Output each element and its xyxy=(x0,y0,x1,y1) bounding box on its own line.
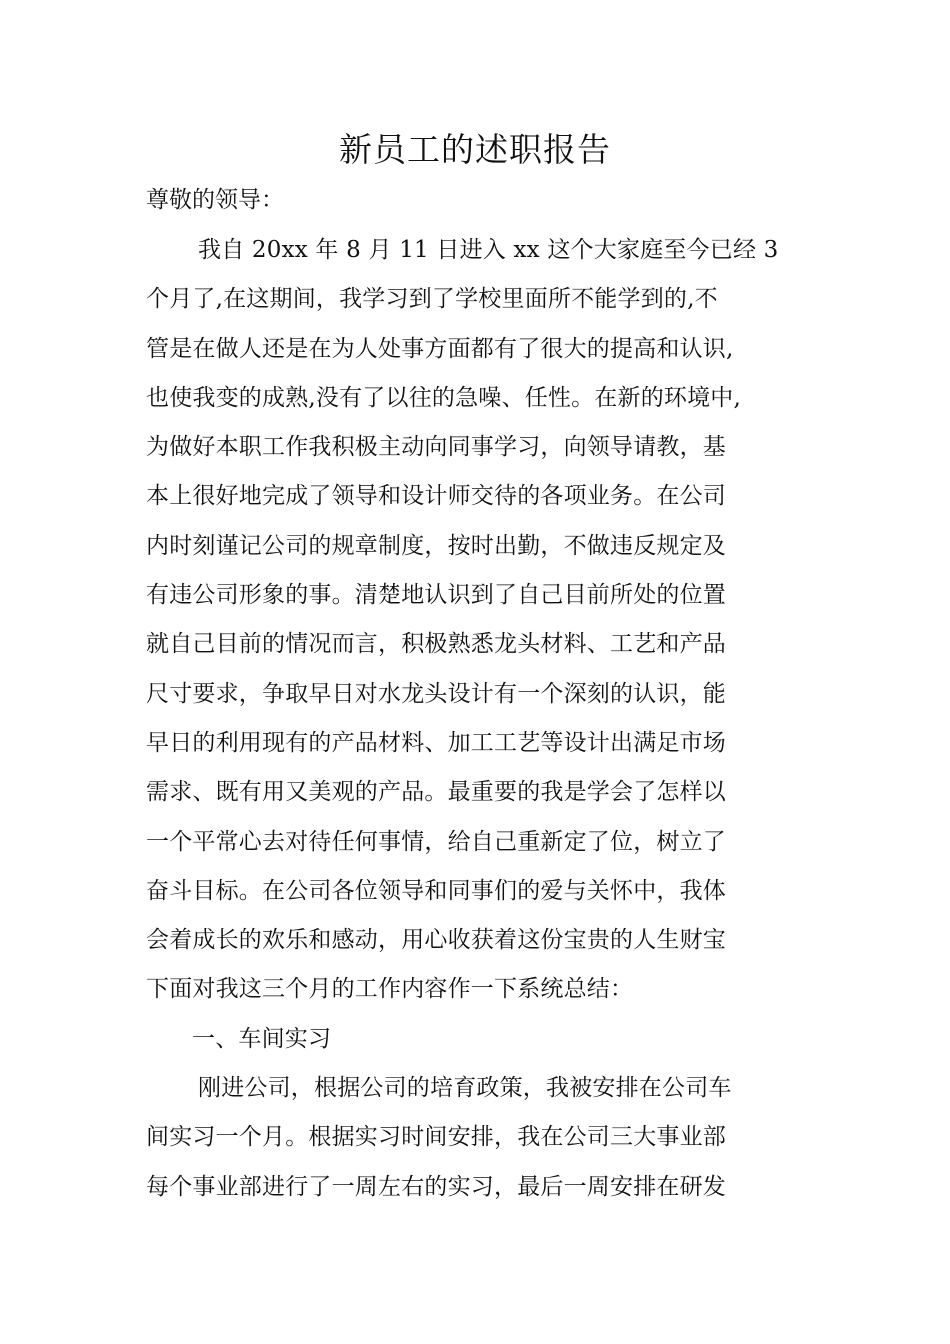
body-line: 早日的利用现有的产品材料、加工工艺等设计出满足市场 xyxy=(146,729,726,756)
body-line: 内时刻谨记公司的规章制度，按时出勤，不做违反规定及 xyxy=(146,532,726,559)
body-line: 就自己目前的情况而言，积极熟悉龙头材料、工艺和产品 xyxy=(146,631,726,658)
body-line: 为做好本职工作我积极主动向同事学习，向领导请教，基 xyxy=(146,434,726,461)
body-line: 一个平常心去对待任何事情，给自己重新定了位，树立了 xyxy=(146,828,726,855)
body-line: 管是在做人还是在为人处事方面都有了很大的提高和认识, xyxy=(146,335,734,362)
document-title: 新员工的述职报告 xyxy=(339,130,611,169)
body-line: 本上很好地完成了领导和设计师交待的各项业务。在公司 xyxy=(146,483,726,510)
body-line: 个月了,在这期间，我学习到了学校里面所不能学到的,不 xyxy=(146,286,718,313)
body-line: 我自 20xx 年 8 月 11 日进入 xx 这个大家庭至今已经 3 xyxy=(198,237,779,263)
body-line: 间实习一个月。根据实习时间安排，我在公司三大事业部 xyxy=(146,1124,726,1151)
body-line: 奋斗目标。在公司各位领导和同事们的爱与关怀中，我体 xyxy=(146,877,726,904)
section-heading: 一、车间实习 xyxy=(192,1025,332,1052)
body-line: 会着成长的欢乐和感动，用心收获着这份宝贵的人生财宝 xyxy=(146,927,726,954)
salutation: 尊敬的领导： xyxy=(146,187,284,213)
body-line: 有违公司形象的事。清楚地认识到了自己目前所处的位置 xyxy=(146,582,726,609)
body-line: 刚进公司，根据公司的培育政策，我被安排在公司车 xyxy=(198,1075,732,1102)
body-line: 下面对我这三个月的工作内容作一下系统总结： xyxy=(146,976,634,1003)
body-line: 每个事业部进行了一周左右的实习，最后一周安排在研发 xyxy=(146,1173,726,1200)
body-line: 需求、既有用又美观的产品。最重要的我是学会了怎样以 xyxy=(146,779,726,806)
body-line: 尺寸要求，争取早日对水龙头设计有一个深刻的认识，能 xyxy=(146,680,726,707)
document-body xyxy=(146,230,818,1216)
body-line: 也使我变的成熟,没有了以往的急噪、任性。在新的环境中, xyxy=(146,384,742,411)
